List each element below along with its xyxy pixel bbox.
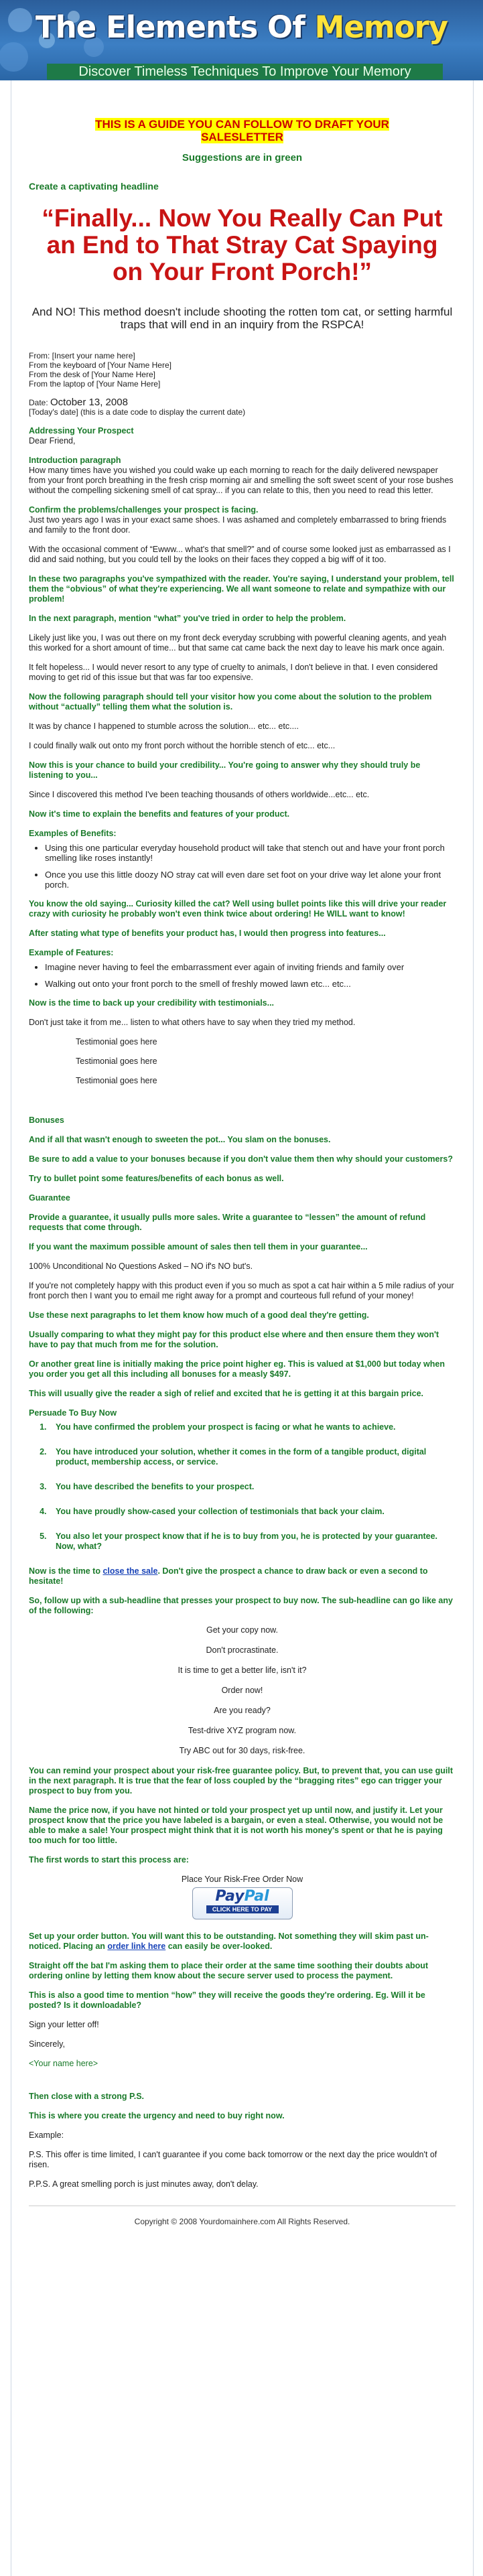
signature-name: <Your name here> [29, 2059, 98, 2068]
tried-note: In the next paragraph, mention “what” you've tried in order to help the problem. [29, 614, 346, 623]
list-item: 1. You have confirmed the problem your prospect is facing or what he wants to achieve. [49, 1422, 456, 1432]
features-intro-note: After stating what type of benefits your product has, I would then progress into features... [29, 929, 386, 938]
list-item: Are you ready? [214, 1706, 271, 1715]
deal-note-1: Use these next paragraphs to let them know how much of a good deal they're getting. [29, 1310, 369, 1320]
subheadline-note: So, follow up with a sub-headline that presses your prospect to buy now. The sub-headline can go like any of the following: [29, 1596, 453, 1615]
guarantee-note-2: If you want the maximum possible amount of sales then tell them in your guarantee... [29, 1242, 368, 1251]
ask-note: Straight off the bat I'm asking them to place their order at the same time soothing their doubts about ordering online by letting them know about the secure server used to process the payment. [29, 1961, 429, 1980]
subheadline-examples [29, 1625, 456, 1756]
list-item: 4. You have proudly show-cased your collection of testimonials that back your claim. [49, 1507, 456, 1517]
list-item: Don't procrastinate. [206, 1645, 279, 1655]
hopeless-paragraph: It felt hopeless... I would never resort to any type of cruelty to animals, I don't believe in that. I even considered moving to get rid of this issue but that was far too expensive. [29, 663, 438, 682]
problem-paragraph: With the occasional comment of “Ewww... what's that smell?” and of course some looked just as embarrassed as I did and said nothing, but you could tell by the looks on their faces they copped a big wiff of it too. [29, 545, 451, 564]
date-block: Date: October 13, 2008 [Today's date] (this is a date code to display the current date) [29, 397, 246, 417]
guarantee-paragraph: If you're not completely happy with this product even if you so much as spot a cat hair within a 5 mile radius of your front porch then I want you to email me right away for a prompt and courteous full refund of your money! [29, 1281, 454, 1300]
remind-note: You can remind your prospect about your risk-free guarantee policy. But, to prevent that, you can use guilt in the next paragraph. It is true that the fear of loss coupled by the “bragging rites” ego can trigger your prospect to buy from you. [29, 1766, 453, 1795]
bonuses-note-1: And if all that wasn't enough to sweeten the pot... You slam on the bonuses. [29, 1135, 331, 1144]
benefits-heading: Examples of Benefits: [29, 829, 117, 838]
testimonial-item: Testimonial goes here [76, 1037, 157, 1046]
address-block: Addressing Your Prospect Dear Friend, [29, 426, 134, 446]
benefits-intro-note: Now it's time to explain the benefits and features of your product. [29, 809, 290, 819]
pps-paragraph: P.P.S. A great smelling porch is just minutes away, don't delay. [29, 2179, 259, 2189]
site-title: The Elements Of Memory [35, 9, 448, 45]
paypal-button[interactable] [192, 1887, 293, 1919]
features-heading: Example of Features: [29, 948, 114, 957]
guarantee-statement: 100% Unconditional No Questions Asked – NO if's NO but's. [29, 1262, 253, 1271]
delivery-note: This is also a good time to mention “how” they will receive the goods they're ordering. Eg. Will it be posted? Is it downloadable? [29, 1990, 425, 2010]
bonuses-heading: Bonuses [29, 1115, 64, 1125]
list-item: • Walking out onto your front porch to the smell of freshly mowed lawn etc... etc... [45, 979, 456, 989]
credibility-paragraph: Since I discovered this method I've been teaching thousands of others worldwide...etc... etc. [29, 790, 370, 799]
list-item: Test-drive XYZ program now. [188, 1726, 297, 1735]
ps-note-2: This is where you create the urgency and need to buy right now. [29, 2111, 285, 2120]
deal-note-3: Or another great line is initially making the price point higher eg. This is valued at $1,000 but today when you order you get all this including all bonuses for a measly $497. [29, 1359, 445, 1379]
testimonial-item: Testimonial goes here [76, 1076, 157, 1085]
site-subtitle: Discover Timeless Techniques To Improve Your Memory [47, 64, 443, 80]
list-item: 3. You have described the benefits to your prospect. [49, 1482, 456, 1492]
main-headline: “Finally... Now You Really Can Put an End to That Stray Cat Spaying on Your Front Porch!” [42, 204, 443, 285]
list-item: 2. You have introduced your solution, whether it comes in the form of a tangible product, digital product, membership access, or service. [49, 1447, 456, 1467]
list-item: Try ABC out for 30 days, risk-free. [179, 1746, 305, 1755]
ps-note-1: Then close with a strong P.S. [29, 2092, 145, 2101]
order-link[interactable]: order link here [107, 1942, 166, 1951]
bonuses-note-2: Be sure to add a value to your bonuses because if you don't value them then why should your customers? [29, 1154, 453, 1164]
list-item: It is time to get a better life, isn't it? [178, 1666, 307, 1675]
sub-headline: And NO! This method doesn't include shooting the rotten tom cat, or setting harmful traps that will end in an inquiry from the RSPCA! [31, 306, 453, 331]
empathy-note: In these two paragraphs you've sympathized with the reader. You're saying, I understand your problem, tell them the “obvious” of what they're experiencing. We all want someone to relate and sympathize with our problem! [29, 574, 454, 604]
credibility-note: Now this is your chance to build your credibility... You're going to answer why they should truly be listening to you... [29, 760, 421, 780]
paypal-click-label: CLICK HERE TO PAY [206, 1905, 279, 1913]
signoff-line: Sign your letter off! [29, 2020, 99, 2029]
header-banner [0, 0, 483, 80]
list-item: Get your copy now. [206, 1625, 278, 1635]
suggestions-note: Suggestions are in green [182, 152, 303, 163]
persuade-steps [29, 1422, 456, 1552]
paypal-logo: PayPal [215, 1888, 269, 1905]
curiosity-note: You know the old saying... Curiosity killed the cat? Well using bullet points like this will drive your reader crazy with curiosity he probably won't even think twice about ordering! He WILL want to know! [29, 899, 447, 919]
sincerely: Sincerely, [29, 2039, 65, 2049]
close-sale-link[interactable]: close the sale [102, 1566, 158, 1576]
ps-paragraph: P.S. This offer is time limited, I can't guarantee if you come back tomorrow or the next day the price wouldn't of risen. [29, 2150, 437, 2169]
testimonials-intro: Don't just take it from me... listen to what others have to say when they tried my method. [29, 1018, 356, 1027]
letter-body [11, 80, 474, 2576]
first-words-note: The first words to start this process are: [29, 1855, 189, 1865]
porch-paragraph: I could finally walk out onto my front porch without the horrible stench of etc... etc... [29, 741, 336, 750]
order-label: Place Your Risk-Free Order Now [181, 1875, 303, 1884]
close-sale-note: Now is the time to close the sale. Don't give the prospect a chance to draw back or even a second to hesitate! [29, 1566, 428, 1586]
intro-paragraph: Introduction paragraph How many times have you wished you could wake up each morning to reach for the daily delivered newspaper from your front porch breathing in the fresh crisp morning air and smelling the soft sweet scent of your rose bushes without the compelling sickening smell of cat spray... if you can relate to this, then you need to read this letter. [29, 456, 454, 495]
guarantee-note-1: Provide a guarantee, it usually pulls more sales. Write a guarantee to “lessen” the amount of refund requests that come through. [29, 1213, 426, 1232]
list-item: • Using this one particular everyday household product will take that stench out and have your front porch smelling like roses instantly! [45, 843, 456, 863]
list-item: 5. You also let your prospect know that if he is to buy from you, he is protected by your guarantee. Now, what? [49, 1532, 456, 1552]
deal-note-4: This will usually give the reader a sigh of relief and excited that he is getting it at this bargain price. [29, 1389, 424, 1398]
order-button-note: Set up your order button. You will want this to be outstanding. Not something they will skim past un-noticed. Placing an order link here can easily be over-looked. [29, 1931, 429, 1951]
create-headline-note: Create a captivating headline [29, 181, 159, 192]
persuade-heading: Persuade To Buy Now [29, 1408, 117, 1418]
copyright: Copyright © 2008 Yourdomainhere.com All Rights Reserved. [134, 2217, 350, 2226]
solution-paragraph: It was by chance I happened to stumble across the solution... etc... etc.... [29, 722, 299, 731]
testimonial-item: Testimonial goes here [76, 1057, 157, 1066]
list-item: • Once you use this little doozy NO stray cat will even dare set foot on your drive way let alone your front porch. [45, 870, 456, 890]
guide-notice: THIS IS A GUIDE YOU CAN FOLLOW TO DRAFT YOUR SALESLETTER [95, 118, 389, 143]
benefits-list [29, 843, 456, 890]
guarantee-heading: Guarantee [29, 1193, 70, 1203]
problem-section: Confirm the problems/challenges your prospect is facing. Just two years ago I was in your exact same shoes. I was ashamed and completely embarrassed to bring friends and family to the front door. [29, 505, 447, 535]
bonuses-note-3: Try to bullet point some features/benefits of each bonus as well. [29, 1174, 284, 1183]
testimonials-note: Now is the time to back up your credibility with testimonials... [29, 998, 275, 1008]
features-list [29, 962, 456, 989]
solution-note: Now the following paragraph should tell your visitor how you come about the solution to the problem without “actually” telling them what the solution is. [29, 692, 432, 711]
ps-example-label: Example: [29, 2130, 64, 2140]
tried-paragraph: Likely just like you, I was out there on my front deck everyday scrubbing with powerful cleaning agents, and yeah this worked for a short amount of time... but that same cat came back the next day to leave his mark once again. [29, 633, 447, 653]
price-note: Name the price now, if you have not hinted or told your prospect yet up until now, and justify it. Let your prospect know that the price you have labeled is a bargain, or even a steal. Otherwise, you would not be able to make a sale! Your prospect might think that it is not worth his money's spent or that he is paying too much for too little. [29, 1806, 443, 1845]
deal-note-2: Usually comparing to what they might pay for this product else where and then ensure them they won't have to pay that much from me for the solution. [29, 1330, 439, 1349]
list-item: Order now! [221, 1686, 263, 1695]
from-block: From: [Insert your name here] From the keyboard of [Your Name Here] From the desk of [Your Name Here] From the laptop of [Your Name Here] [29, 351, 171, 389]
list-item: • Imagine never having to feel the embarrassment ever again of inviting friends and family over [45, 962, 456, 972]
